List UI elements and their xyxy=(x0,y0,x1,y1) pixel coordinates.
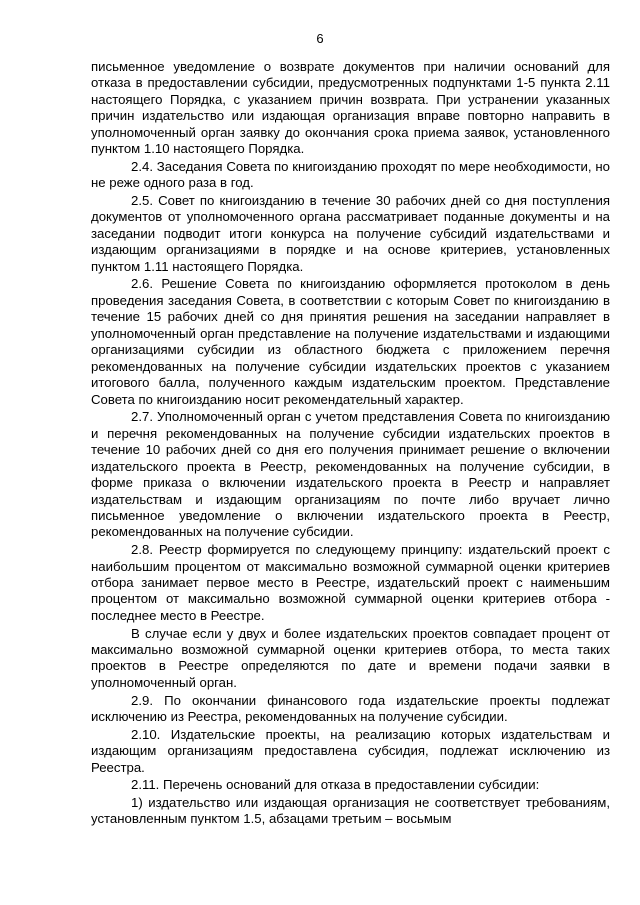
document-body xyxy=(91,59,610,828)
paragraph-2-10: 2.10. Издательские проекты, на реализацию которых издательствам и издающим организациям предоставлена субсидия, подлежат исключению из Реестра. xyxy=(91,726,610,775)
paragraph-2-6: 2.6. Решение Совета по книгоизданию оформляется протоколом в день проведения заседания Совета, в соответствии с которым Совет по книгоизданию в течение 15 рабочих дней со дня принятия решения на заседании направляет в уполномоченный орган представление на получение издательствами и издающими организациями субсидии из областного бюджета с приложением перечня рекомендованных на получение субсидии издательских проектов с указанием итогового балла, полученного каждым издательским проектом. Представление Совета по книгоизданию носит рекомендательный характер. xyxy=(91,276,610,407)
paragraph-2-5: 2.5. Совет по книгоизданию в течение 30 рабочих дней со дня поступления документов от уполномоченного органа рассматривает поданные документы и на заседании подводит итоги конкурса на получение субсидий издательствами и издающим организациями в порядке и на основе критериев, установленных пунктом 1.11 настоящего Порядка. xyxy=(91,193,610,274)
paragraph-2-11-item-1: 1) издательство или издающая организация не соответствует требованиям, установленным пунктом 1.5, абзацами третьим – восьмым xyxy=(91,794,610,827)
paragraph-2-4: 2.4. Заседания Совета по книгоизданию проходят по мере необходимости, но не реже одного раза в год. xyxy=(91,158,610,191)
page-number: 6 xyxy=(316,31,324,46)
paragraph-2-11: 2.11. Перечень оснований для отказа в предоставлении субсидии: xyxy=(131,777,540,793)
paragraph-continuation: письменное уведомление о возврате документов при наличии оснований для отказа в предоставлении субсидии, предусмотренных подпунктами 1-5 пункта 2.11 настоящего Порядка, с указанием причин возврата. При устранении указанных причин издательство или издающая организация вправе повторно направить в уполномоченный орган заявку до окончания срока приема заявок, установленного пунктом 1.10 настоящего Порядка. xyxy=(91,59,610,157)
paragraph-2-8-tie-rule: В случае если у двух и более издательских проектов совпадает процент от максимально возможной суммарной оценки критериев отбора, то места таких проектов в Реестре определяются по дате и времени подачи заявки в уполномоченный орган. xyxy=(91,625,610,690)
paragraph-2-9: 2.9. По окончании финансового года издательские проекты подлежат исключению из Реестра, рекомендованных на получение субсидии. xyxy=(91,692,610,724)
paragraph-2-7: 2.7. Уполномоченный орган с учетом представления Совета по книгоизданию и перечня рекомендованных на получение субсидии издательских проектов в течение 10 рабочих дней со дня его получения принимает решение о включении издательского проекта в Реестр, рекомендованных на получение субсидии, в форме приказа о включении издательского проекта в Реестр и направляет издательствам и издающим организациям по почте либо вручает лично письменное уведомление о включении издательского проекта в Реестр, рекомендованных на получение субсидии. xyxy=(91,409,610,540)
paragraph-2-8: 2.8. Реестр формируется по следующему принципу: издательский проект с наибольшим процентом от максимально возможной суммарной оценки критериев отбора занимает первое место в Реестре, издательский проект с наименьшим процентом от максимально возможной суммарной оценки критериев отбора - последнее место в Реестре. xyxy=(91,542,610,623)
